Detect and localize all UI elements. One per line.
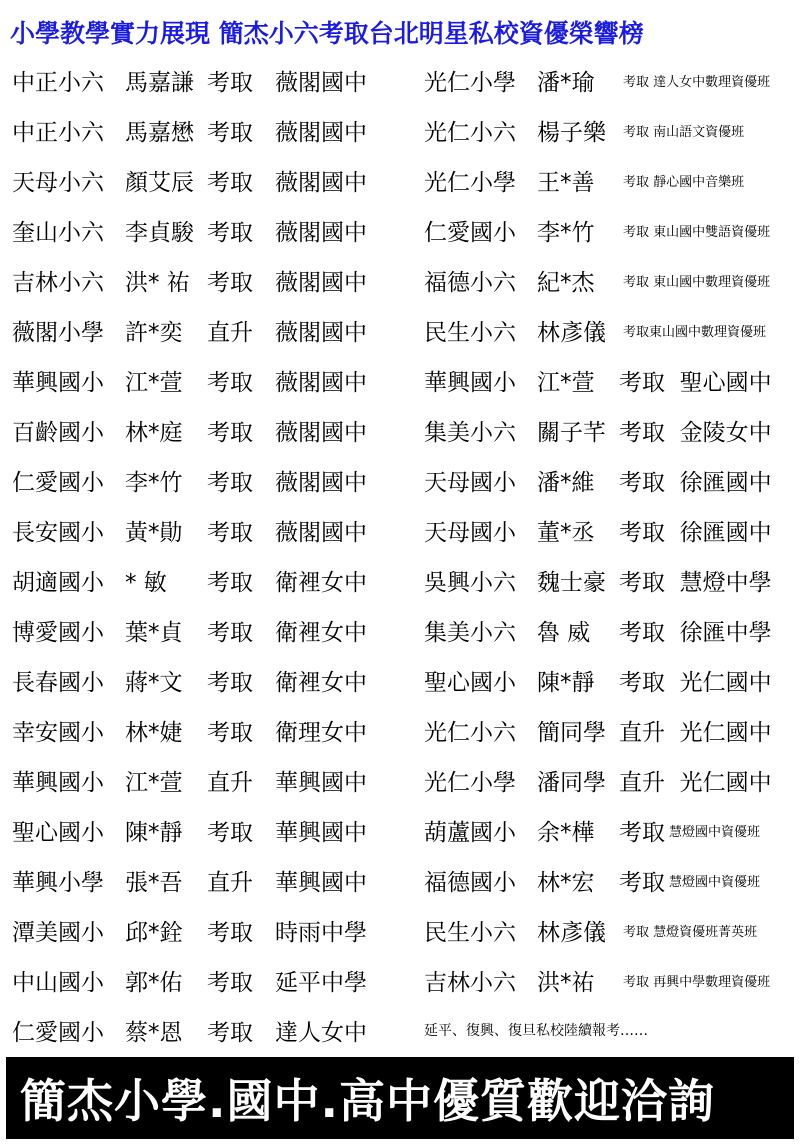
student-name: 簡同學 [537, 719, 606, 746]
student-name: 馬嘉懋 [125, 119, 194, 146]
list-item [12, 455, 402, 505]
list-item [424, 55, 800, 105]
list-item [424, 555, 800, 605]
admission-action: 考取 [207, 819, 253, 846]
student-name: 張*吾 [125, 869, 183, 896]
school-name: 福德國小 [424, 869, 516, 896]
destination-school: 衛理女中 [275, 719, 367, 746]
list-item [12, 905, 402, 955]
student-name: 邱*銓 [125, 919, 183, 946]
student-name: 關子芊 [537, 419, 606, 446]
destination-school: 考取 慧燈中學 [619, 569, 772, 596]
admission-action: 考取 [207, 419, 253, 446]
school-name: 集美小六 [424, 419, 516, 446]
destination-school: 薇閣國中 [275, 69, 367, 96]
admission-detail: 考取 東山國中雙語資優班 [623, 224, 771, 240]
school-name: 光仁小學 [424, 169, 516, 196]
admission-detail: 考取 東山國中數理資優班 [623, 274, 771, 290]
school-name: 仁愛國小 [424, 219, 516, 246]
admission-action: 考取 [207, 169, 253, 196]
destination-school: 衛裡女中 [275, 619, 367, 646]
school-name: 光仁小學 [424, 69, 516, 96]
destination-school: 考取 [619, 869, 665, 896]
admission-action: 考取 [207, 619, 253, 646]
destination-school: 直升 光仁國中 [619, 769, 772, 796]
list-item [12, 655, 402, 705]
list-item [12, 755, 402, 805]
list-item [12, 505, 402, 555]
list-item [424, 705, 800, 755]
school-name: 聖心國小 [424, 669, 516, 696]
admission-detail: 考取 南山語文資優班 [623, 124, 745, 140]
school-name: 華興國小 [12, 769, 104, 796]
student-name: 洪*祐 [537, 969, 595, 996]
destination-school: 考取 [619, 819, 665, 846]
student-name: 洪* 祐 [125, 269, 190, 296]
school-name: 民生小六 [424, 319, 516, 346]
list-item [424, 205, 800, 255]
student-name: 林彥儀 [537, 319, 606, 346]
admission-action: 直升 [207, 319, 253, 346]
page-title: 小學教學實力展現 簡杰小六考取台北明星私校資優榮響榜 [10, 19, 644, 48]
destination-school: 薇閣國中 [275, 469, 367, 496]
admission-action: 考取 [207, 569, 253, 596]
school-name: 仁愛國小 [12, 469, 104, 496]
school-name: 福德小六 [424, 269, 516, 296]
school-name: 集美小六 [424, 619, 516, 646]
list-item [12, 205, 402, 255]
admission-detail: 慧燈國中資優班 [669, 824, 761, 840]
student-name: 林*宏 [537, 869, 595, 896]
school-name: 薇閣小學 [12, 319, 104, 346]
destination-school: 考取 徐匯中學 [619, 619, 772, 646]
destination-school: 薇閣國中 [275, 519, 367, 546]
student-name: * 敏 [125, 569, 167, 596]
list-item [424, 655, 800, 705]
student-name: 林彥儀 [537, 919, 606, 946]
list-item [424, 105, 800, 155]
student-name: 郭*佑 [125, 969, 183, 996]
list-item [12, 55, 402, 105]
destination-school: 衛裡女中 [275, 669, 367, 696]
admission-action: 考取 [207, 969, 253, 996]
right-column [424, 55, 800, 1055]
admission-detail: 考取 再興中學數理資優班 [623, 974, 771, 990]
student-name: 董*丞 [537, 519, 595, 546]
left-column [12, 55, 402, 1055]
school-name: 吉林小六 [424, 969, 516, 996]
student-name: 馬嘉謙 [125, 69, 194, 96]
destination-school: 考取 徐匯國中 [619, 519, 772, 546]
school-name: 天母國小 [424, 469, 516, 496]
destination-school: 華興國中 [275, 869, 367, 896]
admission-action: 考取 [207, 669, 253, 696]
destination-school: 考取 金陵女中 [619, 419, 772, 446]
destination-school: 薇閣國中 [275, 219, 367, 246]
student-name: 陳*靜 [125, 819, 183, 846]
destination-school: 考取 徐匯國中 [619, 469, 772, 496]
student-name: 李貞駿 [125, 219, 194, 246]
school-name: 中正小六 [12, 69, 104, 96]
school-name: 吉林小六 [12, 269, 104, 296]
destination-school: 薇閣國中 [275, 369, 367, 396]
student-name: 蔣*文 [125, 669, 183, 696]
list-item [12, 805, 402, 855]
admission-action: 考取 [207, 1019, 253, 1046]
school-name: 光仁小六 [424, 719, 516, 746]
student-name: 江*萱 [125, 769, 183, 796]
student-name: 魏士豪 [537, 569, 606, 596]
school-name: 奎山小六 [12, 219, 104, 246]
student-name: 潘*維 [537, 469, 595, 496]
destination-school: 華興國中 [275, 819, 367, 846]
admission-action: 考取 [207, 369, 253, 396]
school-name: 葫蘆國小 [424, 819, 516, 846]
destination-school: 衛裡女中 [275, 569, 367, 596]
admission-detail: 考取 靜心國中音樂班 [623, 174, 745, 190]
admission-detail: 考取 達人女中數理資優班 [623, 74, 771, 90]
destination-school: 直升 光仁國中 [619, 719, 772, 746]
list-item [424, 605, 800, 655]
admission-action: 考取 [207, 69, 253, 96]
list-item [424, 455, 800, 505]
student-name: 林*婕 [125, 719, 183, 746]
list-item [424, 905, 800, 955]
school-name: 光仁小學 [424, 769, 516, 796]
list-item [424, 955, 800, 1005]
school-name: 百齡國小 [12, 419, 104, 446]
student-name: 楊子樂 [537, 119, 606, 146]
admission-action: 直升 [207, 869, 253, 896]
school-name: 華興國小 [424, 369, 516, 396]
admission-action: 考取 [207, 269, 253, 296]
student-name: 顏艾辰 [125, 169, 194, 196]
school-name: 天母小六 [12, 169, 104, 196]
footnote: 延平、復興、復旦私校陸續報考…… [424, 1023, 648, 1039]
student-name: 余*樺 [537, 819, 595, 846]
list-item [12, 105, 402, 155]
destination-school: 延平中學 [275, 969, 367, 996]
school-name: 潭美國小 [12, 919, 104, 946]
list-item [12, 305, 402, 355]
destination-school: 薇閣國中 [275, 119, 367, 146]
school-name: 民生小六 [424, 919, 516, 946]
school-name: 華興小學 [12, 869, 104, 896]
destination-school: 達人女中 [275, 1019, 367, 1046]
student-name: 蔡*恩 [125, 1019, 183, 1046]
school-name: 聖心國小 [12, 819, 104, 846]
list-item [424, 155, 800, 205]
admission-action: 考取 [207, 519, 253, 546]
student-name: 黃*勛 [125, 519, 183, 546]
admission-action: 考取 [207, 119, 253, 146]
list-item [424, 505, 800, 555]
school-name: 胡適國小 [12, 569, 104, 596]
list-item [424, 755, 800, 805]
list-item [12, 155, 402, 205]
student-name: 葉*貞 [125, 619, 183, 646]
list-item [12, 255, 402, 305]
student-name: 江*萱 [125, 369, 183, 396]
list-item [12, 855, 402, 905]
school-name: 光仁小六 [424, 119, 516, 146]
school-name: 幸安國小 [12, 719, 104, 746]
destination-school: 薇閣國中 [275, 419, 367, 446]
contact-banner: 簡杰小學.國中.高中優質歡迎洽詢 [6, 1057, 794, 1139]
admission-action: 直升 [207, 769, 253, 796]
school-name: 長安國小 [12, 519, 104, 546]
list-item [12, 355, 402, 405]
list-item [12, 555, 402, 605]
list-item [424, 405, 800, 455]
destination-school: 時雨中學 [275, 919, 367, 946]
list-item [424, 855, 800, 905]
student-name: 魯 威 [537, 619, 591, 646]
admission-action: 考取 [207, 719, 253, 746]
student-name: 李*竹 [125, 469, 183, 496]
student-name: 林*庭 [125, 419, 183, 446]
school-name: 天母國小 [424, 519, 516, 546]
student-name: 許*奕 [125, 319, 183, 346]
destination-school: 考取 光仁國中 [619, 669, 772, 696]
school-name: 中正小六 [12, 119, 104, 146]
school-name: 長春國小 [12, 669, 104, 696]
list-item [424, 305, 800, 355]
destination-school: 薇閣國中 [275, 269, 367, 296]
admission-action: 考取 [207, 469, 253, 496]
destination-school: 薇閣國中 [275, 319, 367, 346]
student-name: 紀*杰 [537, 269, 595, 296]
destination-school: 薇閣國中 [275, 169, 367, 196]
school-name: 仁愛國小 [12, 1019, 104, 1046]
student-name: 潘*瑜 [537, 69, 595, 96]
list-item [424, 355, 800, 405]
admission-detail: 考取 慧燈資優班菁英班 [623, 924, 758, 940]
student-name: 陳*靜 [537, 669, 595, 696]
school-name: 吳興小六 [424, 569, 516, 596]
list-item [12, 705, 402, 755]
list-item [12, 955, 402, 1005]
admission-detail: 考取東山國中數理資優班 [623, 324, 767, 340]
admission-action: 考取 [207, 919, 253, 946]
student-name: 江*萱 [537, 369, 595, 396]
list-item [12, 405, 402, 455]
list-item [424, 255, 800, 305]
list-item [424, 805, 800, 855]
school-name: 博愛國小 [12, 619, 104, 646]
student-name: 王*善 [537, 169, 595, 196]
destination-school: 華興國中 [275, 769, 367, 796]
list-item [12, 605, 402, 655]
school-name: 中山國小 [12, 969, 104, 996]
admission-action: 考取 [207, 219, 253, 246]
destination-school: 考取 聖心國中 [619, 369, 772, 396]
admission-detail: 慧燈國中資優班 [669, 874, 761, 890]
list-item [12, 1005, 402, 1055]
school-name: 華興國小 [12, 369, 104, 396]
student-name: 李*竹 [537, 219, 595, 246]
student-name: 潘同學 [537, 769, 606, 796]
